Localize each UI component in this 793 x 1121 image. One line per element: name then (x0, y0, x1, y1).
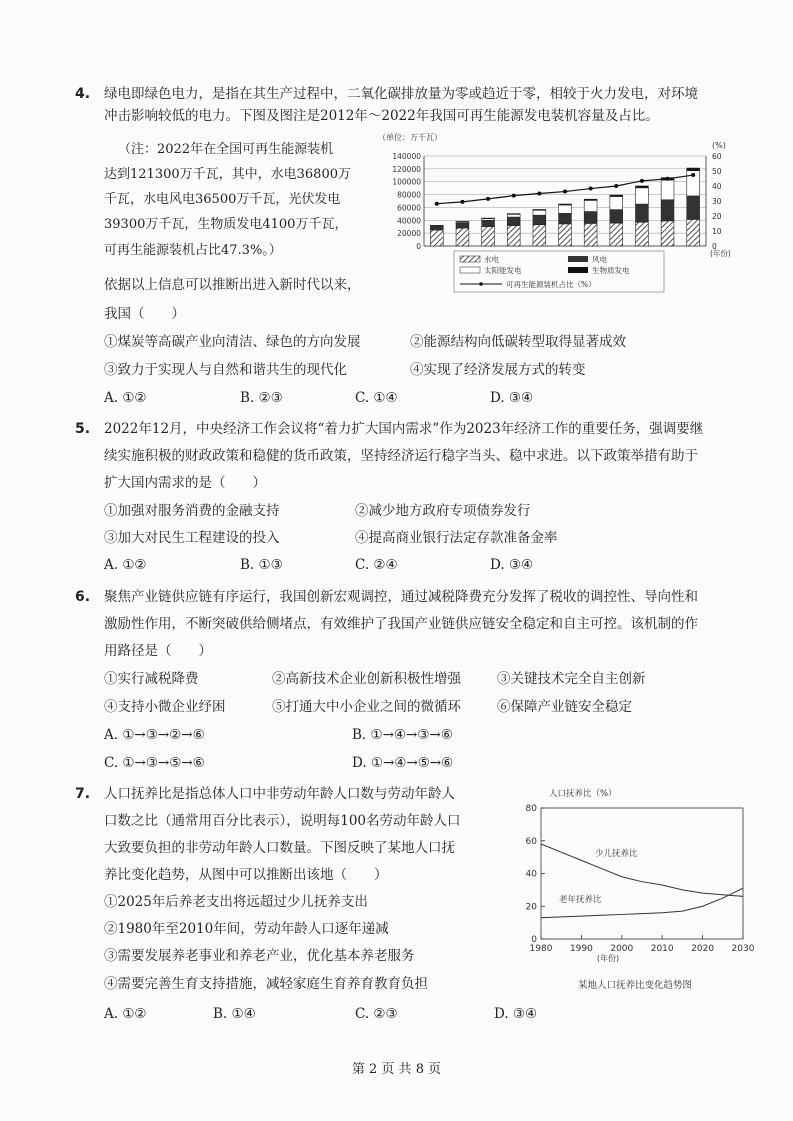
q5-option-2: ②减少地方政府专项债券发行 (355, 503, 531, 519)
chart1-legend-label-solar: 太阳能发电 (484, 266, 522, 275)
chart1-share-point (537, 192, 541, 196)
q6-stem-line-3: 用路径是（ ） (104, 643, 212, 659)
q4-stem-line-3: 依据以上信息可以推断出进入新时代以来， (104, 277, 361, 293)
q7-choice-c[interactable]: C. ②③ (355, 1006, 398, 1022)
chart2-x-axis-label: (年份) (596, 954, 620, 963)
q5-stem-line-2: 续实施积极的财政政策和稳健的货币政策，坚持经济运行稳字当头、稳中求进。以下政策举措有助于 (104, 448, 698, 464)
q4-note-line-5: 可再生能源装机占比47.3%。） (104, 243, 282, 258)
chart2-title: 某地人口抚养比变化趋势图 (577, 980, 693, 991)
q4-note-line-3: 千瓦，水电风电36500万千瓦，光伏发电 (104, 192, 341, 207)
chart1-bar-solar (661, 180, 674, 200)
q4-stem-line-1: 绿电即绿色电力，是指在其生产过程中，二氧化碳排放量为零或趋近于零，相较于火力发电，对环境 (104, 86, 698, 102)
chart1-bar-wind (430, 226, 443, 230)
chart2-y-tick-label: 80 (525, 804, 537, 814)
chart1-legend-label-hydro: 水电 (484, 255, 499, 264)
chart1-y2-tick-label: 0 (712, 242, 717, 251)
chart1-bar-wind (507, 217, 520, 225)
q7-option-2: ②1980年至2010年间，劳动年龄人口逐年递减 (104, 921, 389, 937)
q5-option-3: ③加大对民生工程建设的投入 (104, 530, 280, 546)
question-number-5: 5. (75, 421, 91, 437)
chart1-bar-wind (661, 200, 674, 221)
q4-stem-line-2: 冲击影响较低的电力。下图及图注是2012年～2022年我国可再生能源发电装机容量及占比。 (104, 108, 659, 124)
chart1-y2-tick-label: 40 (712, 182, 722, 191)
q6-option-6: ⑥保障产业链安全稳定 (497, 699, 632, 715)
chart1-bar-hydro (610, 223, 623, 246)
q4-note-line-1: （注：2022年在全国可再生能源装机 (118, 142, 334, 157)
q7-choice-d[interactable]: D. ③④ (494, 1006, 538, 1022)
q5-stem-line-1: 2022年12月，中央经济工作会议将“着力扩大国内需求”作为2023年经济工作的重要任务，强调要继 (104, 421, 704, 437)
chart2-series-label-child: 少儿抚养比 (595, 849, 638, 859)
chart1-y-tick-label: 120000 (392, 164, 421, 174)
chart1-y-tick-label: 100000 (392, 177, 421, 187)
question-number-7: 7. (75, 786, 91, 802)
chart1-share-line (437, 175, 693, 204)
chart2-y-tick-label: 40 (525, 869, 537, 880)
dependency-ratio-chart (505, 782, 755, 997)
chart2-line-child (541, 844, 743, 896)
chart1-y-tick-label: 0 (416, 242, 421, 251)
chart1-y2-tick-label: 10 (712, 227, 722, 236)
chart1-bar-wind (610, 210, 623, 224)
chart1-share-point (640, 179, 644, 183)
chart2-x-tick-label: 2020 (691, 944, 715, 954)
q4-choice-d[interactable]: D. ③④ (490, 390, 534, 406)
chart1-y2-tick-label: 50 (712, 167, 722, 176)
q7-option-3: ③需要发展养老事业和养老产业，优化基本养老服务 (104, 948, 415, 964)
chart1-legend-label-biomass: 生物质发电 (592, 266, 630, 275)
q6-choice-b[interactable]: B. ①→④→③→⑥ (352, 727, 453, 743)
q7-option-1: ①2025年后养老支出将远超过少儿抚养支出 (104, 894, 368, 910)
chart1-bar-solar (584, 200, 597, 211)
q5-stem-line-3: 扩大国内需求的是（ ） (104, 475, 266, 491)
chart1-bar-solar (636, 188, 649, 204)
q4-option-4: ④实现了经济发展方式的转变 (410, 362, 586, 378)
q6-option-5: ⑤打通大中小企业之间的微循环 (272, 699, 461, 715)
q5-choice-d[interactable]: D. ③④ (490, 557, 534, 573)
q6-choice-d[interactable]: D. ①→④→⑤→⑥ (352, 755, 454, 771)
chart1-legend-swatch-biomass (568, 267, 588, 273)
chart1-legend-label-share: 可再生能源装机占比（%） (506, 280, 596, 289)
chart2-x-tick-label: 2000 (610, 944, 634, 954)
renewable-capacity-chart (376, 128, 736, 303)
chart1-bar-hydro (507, 225, 520, 246)
chart1-legend-swatch-hydro (460, 256, 480, 262)
question-number-4: 4. (75, 86, 91, 102)
chart2-y-tick-label: 60 (525, 836, 537, 847)
chart1-bar-biomass (430, 225, 443, 226)
chart1-x-axis-label: (年份) (710, 249, 731, 258)
chart1-bar-hydro (661, 221, 674, 246)
chart1-bar-hydro (687, 219, 700, 246)
chart2-plot-frame (541, 808, 743, 939)
q6-choice-c[interactable]: C. ①→③→⑤→⑥ (104, 755, 205, 771)
q4-option-1: ①煤炭等高碳产业向清洁、绿色的方向发展 (104, 334, 361, 350)
q7-stem-line-2: 口数之比（通常用百分比表示），说明每100名劳动年龄人口 (104, 813, 461, 829)
q4-stem-line-4: 我国（ ） (104, 306, 185, 322)
chart1-y2-tick-label: 60 (712, 152, 722, 161)
chart2-x-tick-label: 1990 (569, 944, 593, 954)
chart1-bar-wind (636, 204, 649, 222)
q5-choice-c[interactable]: C. ②④ (355, 557, 398, 573)
question-number-6: 6. (75, 589, 91, 605)
chart1-bar-wind (559, 213, 572, 224)
chart2-series-label-elderly: 老年抚养比 (559, 895, 602, 905)
page-footer: 第 2 页 共 8 页 (351, 1062, 442, 1077)
chart1-share-point (691, 173, 695, 177)
chart2-x-tick-label: 2030 (731, 944, 755, 954)
chart1-y2-tick-label: 20 (712, 212, 722, 221)
chart1-y2-axis-label: (%) (712, 141, 726, 150)
q7-stem-line-4: 养比变化趋势，从图中可以推断出该地（ ） (104, 867, 388, 883)
chart1-bar-hydro (636, 222, 649, 246)
q4-note-line-2: 达到121300万千瓦，其中，水电36800万 (104, 167, 351, 182)
q5-option-4: ④提高商业银行法定存款准备金率 (355, 530, 558, 546)
q7-stem-line-3: 大致要负担的非劳动年龄人口数量。下图反映了某地人口抚 (104, 840, 455, 856)
chart1-bar-biomass (482, 218, 495, 219)
chart1-bar-wind (533, 215, 546, 224)
chart1-y-tick-label: 20000 (397, 229, 421, 239)
chart1-share-point (563, 190, 567, 194)
chart1-legend-swatch-share-dot (479, 282, 483, 286)
chart1-bar-wind (687, 196, 700, 219)
chart1-bar-hydro (456, 228, 469, 246)
chart2-y-tick-label: 20 (525, 902, 537, 913)
chart1-bar-biomass (584, 199, 597, 200)
chart1-bar-biomass (507, 214, 520, 215)
chart1-bar-wind (482, 220, 495, 226)
chart2-y-tick-label: 0 (531, 935, 537, 945)
chart1-share-point (614, 184, 618, 188)
chart1-y-tick-label: 80000 (397, 190, 421, 200)
chart1-bar-hydro (584, 223, 597, 246)
chart1-bar-solar (533, 210, 546, 215)
chart2-x-tick-label: 1980 (529, 944, 553, 954)
chart1-bar-biomass (687, 168, 700, 171)
chart1-bar-biomass (636, 186, 649, 188)
q7-choice-b[interactable]: B. ①④ (213, 1006, 256, 1022)
chart1-bar-solar (507, 214, 520, 217)
q5-option-1: ①加强对服务消费的金融支持 (104, 503, 280, 519)
q5-choice-a[interactable]: A. ①② (104, 557, 147, 573)
chart1-bar-hydro (430, 230, 443, 246)
q4-choice-b[interactable]: B. ②③ (240, 390, 283, 406)
chart1-y-tick-label: 60000 (397, 203, 421, 213)
chart1-share-point (512, 194, 516, 198)
chart2-x-tick-label: 2010 (650, 944, 674, 954)
chart1-y-axis-label: （单位：万千瓦） (378, 133, 442, 142)
chart1-legend-swatch-wind (568, 256, 588, 262)
chart1-legend-label-wind: 风电 (592, 255, 607, 264)
q6-option-2: ②高新技术企业创新积极性增强 (272, 671, 461, 687)
q6-option-3: ③关键技术完全自主创新 (497, 671, 646, 687)
chart1-bar-biomass (559, 204, 572, 205)
chart1-bar-biomass (456, 221, 469, 222)
chart2-y-axis-label: 人口抚养比（%） (549, 789, 617, 799)
chart1-share-point (486, 197, 490, 201)
chart1-bar-solar (610, 197, 623, 210)
chart1-share-point (460, 200, 464, 204)
chart1-bar-biomass (533, 209, 546, 210)
chart1-share-point (589, 187, 593, 191)
q7-option-4: ④需要完善生育支持措施，减轻家庭生育养育教育负担 (104, 976, 428, 992)
q5-choice-b[interactable]: B. ①③ (240, 557, 283, 573)
q4-option-3: ③致力于实现人与自然和谐共生的现代化 (104, 362, 347, 378)
chart1-share-point (435, 202, 439, 206)
chart1-bar-solar (559, 205, 572, 213)
q4-choice-a[interactable]: A. ①② (104, 390, 147, 406)
q6-stem-line-2: 激励性作用，不断突破供给侧堵点，有效维护了我国产业链供应链安全稳定和自主可控。该机制的作 (104, 616, 698, 632)
chart1-y-tick-label: 40000 (397, 216, 421, 226)
chart1-bar-hydro (559, 224, 572, 246)
chart1-bar-hydro (482, 227, 495, 246)
chart1-legend-swatch-solar (460, 267, 480, 273)
chart1-share-point (666, 177, 670, 181)
q6-choice-a[interactable]: A. ①→③→②→⑥ (104, 727, 205, 743)
q4-option-2: ②能源结构向低碳转型取得显著成效 (410, 334, 626, 350)
q7-choice-a[interactable]: A. ①② (104, 1006, 147, 1022)
chart1-y2-tick-label: 30 (712, 197, 722, 206)
q6-option-4: ④支持小微企业纾困 (104, 699, 226, 715)
chart1-bar-wind (456, 223, 469, 228)
chart1-bar-hydro (533, 225, 546, 246)
chart1-y-tick-label: 140000 (392, 152, 421, 161)
chart1-bar-biomass (610, 195, 623, 196)
q6-option-1: ①实行减税降费 (104, 671, 199, 687)
q4-choice-c[interactable]: C. ①④ (355, 390, 398, 406)
chart1-bar-wind (584, 212, 597, 224)
q7-stem-line-1: 人口抚养比是指总体人口中非劳动年龄人口数与劳动年龄人 (104, 786, 455, 802)
q4-note-line-4: 39300万千瓦，生物质发电4100万千瓦， (104, 217, 348, 232)
q6-stem-line-1: 聚焦产业链供应链有序运行，我国创新宏观调控，通过减税降费充分发挥了税收的调控性、导向性和 (104, 589, 698, 605)
